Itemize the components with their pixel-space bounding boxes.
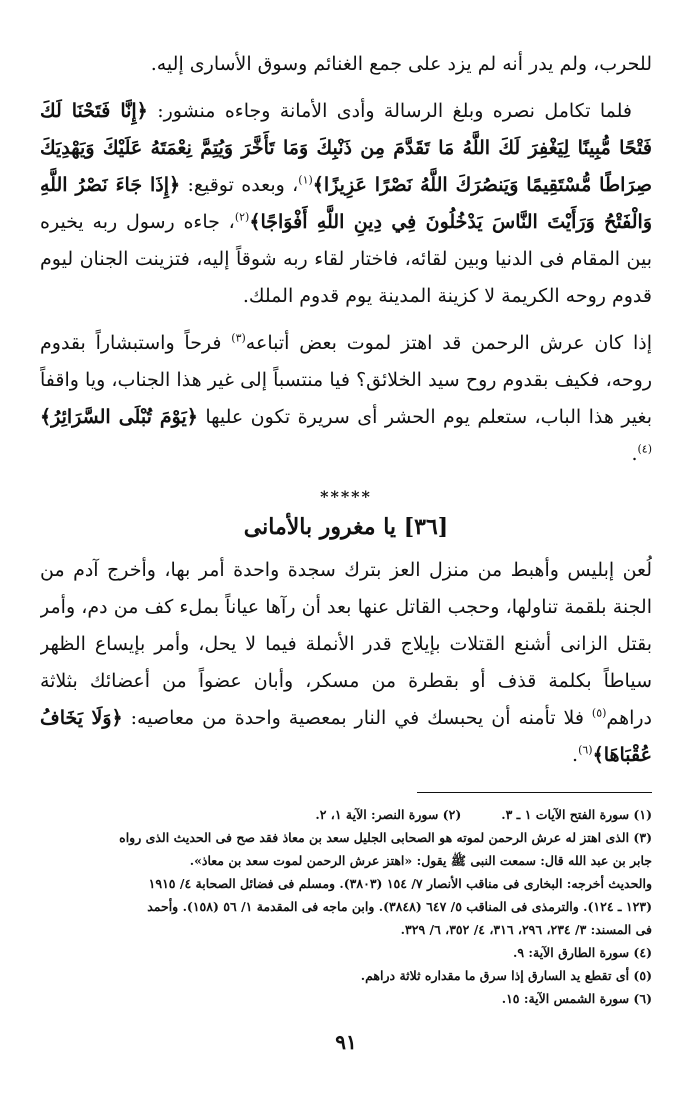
footnote-ref: (٢) xyxy=(234,210,250,224)
paragraph-4 xyxy=(40,552,652,774)
section-separator: ***** xyxy=(320,487,372,506)
footnote-3-line: فى المسند: ٣/ ٢٣٤، ٢٩٦، ٣١٦، ٤/ ٣٥٢، ٦/ ٣٢٩. xyxy=(400,922,652,937)
footnote-divider xyxy=(417,792,652,793)
paragraph-text: فلا تأمنه أن يحبسك في النار بمعصية واحدة من معاصيه: xyxy=(122,707,592,729)
chapter-title: [٣٦] يا مغرور بالأمانى xyxy=(243,514,449,540)
book-page xyxy=(40,40,652,1080)
footnote-3-line: والحديث أخرجه: البخارى فى مناقب الأنصار ٧/ ١٥٤ (٣٨٠٣). ومسلم فى فضائل الصحابة ٤/ ١٩١٥ xyxy=(148,876,652,891)
paragraph-2 xyxy=(40,93,652,315)
footnote-3-line: (١٢٣ ـ ١٢٤). والترمذى فى المناقب ٥/ ٦٤٧ (٣٨٤٨). وابن ماجه فى المقدمة ١/ ٥٦ (١٥٨). وأحمد xyxy=(147,899,652,914)
paragraph-text: ، جاءه رسول ربه يخيره بين المقام فى الدنيا وبين لقائه، فاختار لقاء ربه شوقاً إليه، فتزينت الجنان ليوم قدوم روحه الكريمة لا كزينة المدينة يوم قدوم الملك. xyxy=(40,211,652,307)
quran-verse: ﴿وَلَا يَخَافُ عُقْبَاهَا﴾ xyxy=(40,707,652,766)
paragraph-text: . xyxy=(631,443,638,465)
quran-verse: ﴿يَوْمَ تُبْلَى السَّرَائِرُ﴾ xyxy=(40,406,198,428)
footnote-ref: (١) xyxy=(298,173,313,187)
footnotes xyxy=(40,803,652,1010)
paragraph-1 xyxy=(40,46,652,83)
quran-verse: ﴿إِنَّا فَتَحْنَا لَكَ فَتْحًا مُّبِينًا لِيَغْفِرَ لَكَ اللَّهُ مَا تَقَدَّمَ مِن ذَنْبِكَ وَمَا تَأَخَّرَ وَيُتِمَّ نِعْمَتَهُ عَلَيْكَ وَيَهْدِيَكَ صِرَاطًا مُّسْتَقِيمًا وَيَنصُرَكَ اللَّهُ نَصْرًا عَزِيزًا﴾ xyxy=(40,100,652,196)
footnote-3-line: جابر بن عبد الله قال: سمعت النبى ﷺ يقول: «اهتز عرش الرحمن لموت سعد بن معاذ». xyxy=(189,853,652,868)
paragraph-text: فرحاً واستبشاراً بقدوم روحه، فكيف بقدوم روح سيد الخلائق؟ فيا منتسباً إلى غير هذا الجناب، ويا واقفاً بغير هذا الباب، ستعلم يوم الحشر أى سريرة تكون عليها xyxy=(40,332,652,428)
footnote-row xyxy=(40,803,652,826)
quran-verse: ﴿إِذَا جَاءَ نَصْرُ اللَّهِ وَالْفَتْحُ وَرَأَيْتَ النَّاسَ يَدْخُلُونَ فِي دِينِ اللَّهِ أَفْوَاجًا﴾ xyxy=(40,174,652,233)
footnote-3-line: (٣) الذى اهتز له عرش الرحمن لموته هو الصحابى الجليل سعد بن معاذ فقد صح فى الحديث الذى رواه xyxy=(119,830,652,845)
paragraph-text: . xyxy=(572,744,579,766)
paragraph-text: للحرب، ولم يدر أنه لم يزد على جمع الغنائم وسوق الأسارى إليه. xyxy=(150,53,652,75)
footnote-ref: (٤) xyxy=(637,442,652,456)
footnote-6: (٦) سورة الشمس الآية: ١٥. xyxy=(501,991,652,1006)
paragraph-text: فلما تكامل نصره وبلغ الرسالة وأدى الأمانة وجاءه منشور: xyxy=(147,100,633,122)
footnote-ref: (٦) xyxy=(578,743,593,757)
footnote-2: (٢) سورة النصر: الآية ١، ٢. xyxy=(315,807,462,822)
paragraph-3 xyxy=(40,325,652,473)
paragraph-text: إذا كان عرش الرحمن قد اهتز لموت بعض أتباعه xyxy=(245,332,652,354)
footnote-ref: (٣) xyxy=(231,331,246,345)
paragraph-text: لُعن إبليس وأهبط من منزل العز بترك سجدة واحدة أمر بها، وأخرج آدم من الجنة بلقمة تناولها، وحجب القاتل عنها بعد أن رآها عياناً بملء كف من دم، وأمر بقتل الزانى أشنع القتلات بإيلاج قدر الأنملة فيما لا يحل، وأمر بإيساع الظهر سياطاً بكلمة قذف أو بقطرة من مسكر، وأبان عضواً من أعضائك بثلاثة دراهم xyxy=(40,559,652,729)
footnote-5: (٥) أى تقطع يد السارق إذا سرق ما مقداره ثلاثة دراهم. xyxy=(360,968,652,983)
footnote-4: (٤) سورة الطارق الآية: ٩. xyxy=(512,945,652,960)
footnote-1: (١) سورة الفتح الآيات ١ ـ ٣. xyxy=(501,807,652,822)
page-number: ٩١ xyxy=(335,1030,357,1054)
footnote-ref: (٥) xyxy=(591,706,607,720)
paragraph-text: ، وبعده توقيع: xyxy=(180,174,299,196)
